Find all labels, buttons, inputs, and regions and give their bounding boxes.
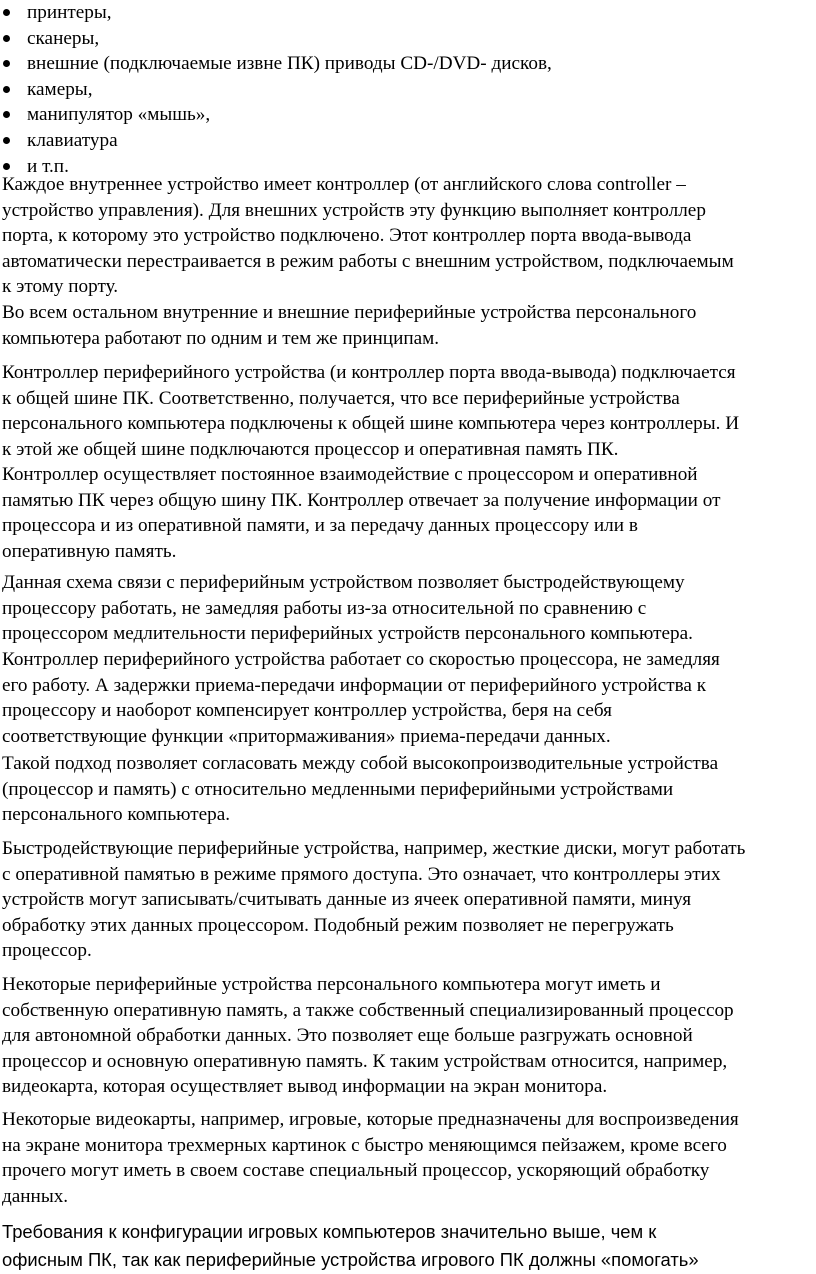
list-item bbox=[0, 128, 816, 154]
paragraph-gaming-requirements: Требования к конфигурации игровых компьютеров значительно выше, чем к офисным ПК, так как периферийные устройства игрового ПК должны «помогать» bbox=[2, 1221, 699, 1270]
list-item-text: принтеры, bbox=[27, 2, 112, 23]
bullet-icon bbox=[3, 86, 10, 93]
paragraph-common-bus: Контроллер периферийного устройства (и контроллер порта ввода-вывода) подключается к общей шине ПК. Соответственно, получается, что все периферийные устройства персонального компьютера подключены к общей шине компьютера через контроллеры. И к этой же общей шине подключаются процессор и оперативная память ПК. bbox=[2, 362, 740, 460]
list-item-text: манипулятор «мышь», bbox=[27, 104, 211, 126]
paragraph-own-memory: Некоторые периферийные устройства персонального компьютера могут иметь и собственную оперативную память, а также собственный специализированный процессор для автономной обработки данных. Это позволяет еще больше разгружать основной процессор и основную оперативную память. К таким устройствам относится, например, видеокарта, которая осуществляет вывод информации на экран монитора. bbox=[2, 974, 734, 1098]
paragraph-controller-interaction: Контроллер осуществляет постоянное взаимодействие с процессором и оперативной памятью ПК через общую шину ПК. Контроллер отвечает за получение информации от процессора и из оперативной памяти, и за передачу данных процессору или в оперативную память. bbox=[2, 464, 721, 562]
bullet-icon bbox=[3, 35, 10, 42]
paragraph-controller-speed: Контроллер периферийного устройства работает со скоростью процессора, не замедляя его работу. А задержки приема-передачи информации от периферийного устройства к процессору и наоборот компенсирует контроллер устройства, беря на себя соответствующие функции «притормаживания» приема-передачи данных. bbox=[2, 649, 720, 747]
list-item bbox=[0, 51, 816, 77]
paragraph-controller-definition: Каждое внутреннее устройство имеет контроллер (от английского слова controller – устройство управления). Для внешних устройств эту функцию выполняет контроллер порта, к которому это устройство подключено. Этот контроллер порта ввода-вывода автоматически перестраивается в режим работы с внешним устройством, подключаемым к этому порту. bbox=[2, 174, 734, 298]
list-item-text: и т.п. bbox=[27, 155, 69, 177]
paragraph-coordination: Такой подход позволяет согласовать между собой высокопроизводительные устройства (процессор и память) с относительно медленными периферийными устройствами персонального компьютера. bbox=[2, 753, 719, 826]
list-item bbox=[0, 26, 816, 52]
list-item bbox=[0, 77, 816, 103]
list-item-text: камеры, bbox=[27, 78, 93, 100]
bullet-icon bbox=[3, 60, 10, 67]
list-item-text: клавиатура bbox=[27, 129, 118, 151]
bullet-icon bbox=[3, 137, 10, 144]
paragraph-direct-memory-access: Быстродействующие периферийные устройства, например, жесткие диски, могут работать с оперативной памятью в режиме прямого доступа. Это означает, что контроллеры этих устройств могут записывать/считывать данные из ячеек оперативной памяти, минуя обработку этих данных процессором. Подобный режим позволяет не перегружать процессор. bbox=[2, 838, 746, 962]
list-item-text: внешние (подключаемые извне ПК) приводы CD-/DVD- дисков, bbox=[27, 53, 552, 75]
list-item-text: сканеры, bbox=[27, 27, 100, 49]
list-item bbox=[0, 102, 816, 128]
paragraph-video-cards: Некоторые видеокарты, например, игровые, которые предназначены для воспроизведения на экране монитора трехмерных картинок с быстро меняющимся пейзажем, кроме всего прочего могут иметь в своем составе специальный процессор, ускоряющий обработку данных. bbox=[2, 1109, 739, 1207]
bullet-icon bbox=[3, 163, 10, 170]
bullet-icon bbox=[3, 111, 10, 118]
paragraph-connection-scheme: Данная схема связи с периферийным устройством позволяет быстродействующему процессору работать, не замедляя работы из-за относительной по сравнению с процессором медлительности периферийных устройств персонального компьютера. bbox=[2, 572, 693, 645]
bullet-icon bbox=[3, 9, 10, 16]
list-item bbox=[0, 0, 816, 26]
device-bullet-list bbox=[0, 0, 816, 179]
paragraph-common-principles: Во всем остальном внутренние и внешние периферийные устройства персонального компьютера работают по одним и тем же принципам. bbox=[2, 302, 697, 349]
